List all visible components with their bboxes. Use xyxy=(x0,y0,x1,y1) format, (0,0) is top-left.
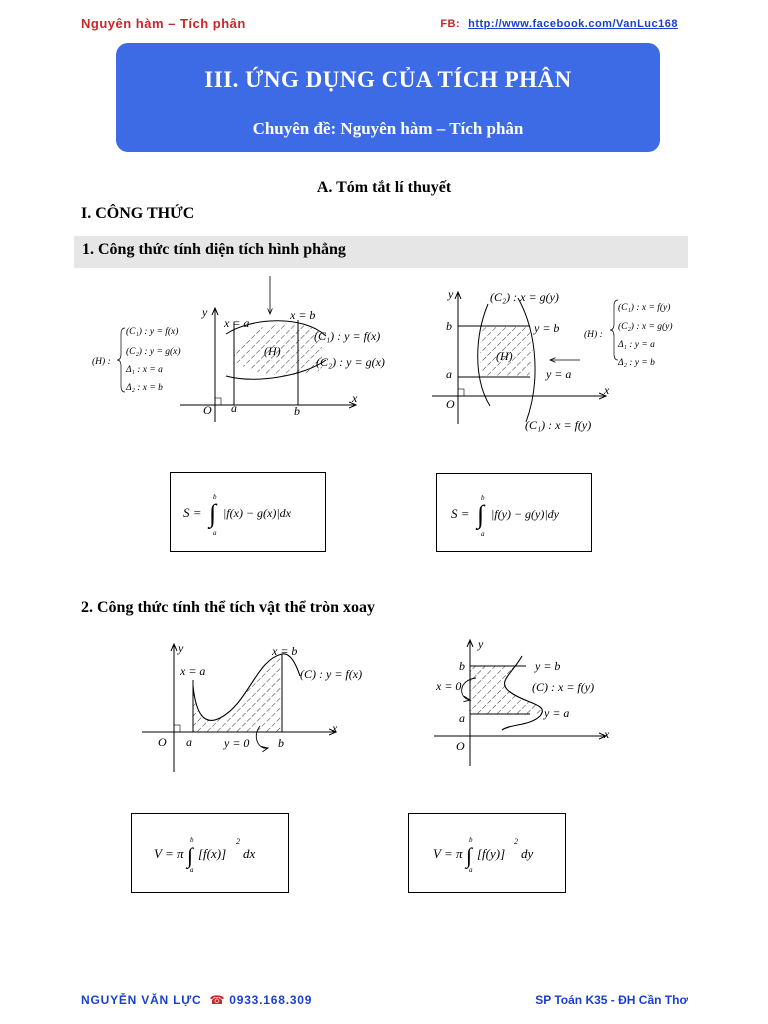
chapter-title: III. ỨNG DỤNG CỦA TÍCH PHÂN xyxy=(204,67,572,92)
axis-y-label: y xyxy=(448,287,454,301)
label-c1: (C₁) : y = f(x) xyxy=(314,329,381,343)
integrand: |f(x) − g(x)|dx xyxy=(223,506,291,520)
subsection-area-band xyxy=(74,236,688,268)
label-c2: (C₂) : y = g(x) xyxy=(316,355,385,369)
axis-x-label: x xyxy=(604,727,610,741)
lower-limit: a xyxy=(213,529,217,537)
upper-limit: b xyxy=(190,836,194,844)
integrand: [f(x)] xyxy=(198,846,227,861)
origin-label: O xyxy=(446,397,455,411)
formula-lhs: S = xyxy=(183,505,202,520)
origin-label: O xyxy=(158,735,167,749)
area-x-conditions xyxy=(92,326,181,393)
formula-area-y xyxy=(436,473,592,552)
area-y-conditions xyxy=(584,300,673,368)
formula-volume-y xyxy=(408,813,566,893)
phone-icon: ☎ xyxy=(209,993,226,1007)
cond-c2: (C₂) : y = g(x) xyxy=(126,347,181,357)
formula-area-x xyxy=(170,472,326,552)
axis-y-label: y xyxy=(478,637,484,651)
lower-limit: a xyxy=(190,866,194,874)
region-h-label: (H) : xyxy=(92,357,111,367)
axis-x-label: x xyxy=(332,721,338,735)
cond-c1: (C₁) : y = f(x) xyxy=(126,327,179,337)
lower-limit: a xyxy=(481,530,485,538)
cond-delta2: Δ₂ : y = b xyxy=(618,358,655,368)
facebook-label: FB: xyxy=(440,18,461,30)
label-x-eq-a: x = a xyxy=(224,316,250,330)
axis-x-label: x xyxy=(604,383,610,397)
label-region: (H) xyxy=(264,344,281,358)
origin-label: O xyxy=(203,403,212,417)
section-heading: I. CÔNG THỨC xyxy=(81,205,195,222)
origin-label: O xyxy=(456,739,465,753)
tick-a: a xyxy=(446,367,452,381)
cond-delta2: Δ₂ : x = b xyxy=(126,383,163,393)
label-x-eq-0: x = 0 xyxy=(436,679,462,693)
label-x-eq-b: x = b xyxy=(290,308,316,322)
axis-y-label: y xyxy=(178,641,184,655)
label-region: (H) xyxy=(496,349,513,363)
tick-b: b xyxy=(294,404,300,418)
label-y-eq-b: y = b xyxy=(534,321,560,335)
formula-lhs: S = xyxy=(451,506,470,521)
upper-limit: b xyxy=(481,494,485,502)
integrand: [f(y)] xyxy=(477,846,506,861)
differential: dx xyxy=(243,846,256,861)
label-y-eq-a: y = a xyxy=(544,706,570,720)
author-name: NGUYỄN VĂN LỰC xyxy=(81,993,202,1007)
label-c1: (C₁) : x = f(y) xyxy=(525,418,592,432)
footer-author xyxy=(81,993,312,1007)
tick-a: a xyxy=(186,735,192,749)
label-curve-c: (C) : y = f(x) xyxy=(300,667,363,681)
integrand: |f(y) − g(y)|dy xyxy=(491,507,559,521)
header-title: Nguyên hàm – Tích phân xyxy=(81,16,246,31)
tick-a: a xyxy=(231,401,237,415)
axis-x-label: x xyxy=(352,391,358,405)
footer-affiliation: SP Toán K35 - ĐH Cần Thơ xyxy=(535,993,688,1007)
lower-limit: a xyxy=(469,866,473,874)
tick-a: a xyxy=(459,711,465,725)
header-facebook xyxy=(440,18,678,30)
formula-volume-x xyxy=(131,813,289,893)
exponent: 2 xyxy=(514,837,518,846)
integral-sign: ∫ xyxy=(466,843,473,868)
integral-sign: ∫ xyxy=(187,843,194,868)
area-x-diagram xyxy=(80,272,400,432)
cond-delta1: Δ₁ : x = a xyxy=(126,365,163,375)
formula-lhs: V = π xyxy=(433,846,463,861)
exponent: 2 xyxy=(236,837,240,846)
differential: dy xyxy=(521,846,534,861)
label-x-eq-a: x = a xyxy=(180,664,206,678)
chapter-subtitle: Chuyên đề: Nguyên hàm – Tích phân xyxy=(252,119,524,138)
tick-b: b xyxy=(459,659,465,673)
phone-number: 0933.168.309 xyxy=(229,993,313,1007)
subsection-area-title: 1. Công thức tính diện tích hình phẳng xyxy=(82,241,346,258)
volume-x-diagram xyxy=(140,640,363,776)
formula-lhs: V = π xyxy=(154,846,184,861)
facebook-link[interactable]: http://www.facebook.com/VanLuc168 xyxy=(468,18,678,30)
label-y-eq-0: y = 0 xyxy=(224,736,250,750)
integral-sign: ∫ xyxy=(209,499,217,528)
volume-y-diagram xyxy=(430,632,620,772)
upper-limit: b xyxy=(469,836,473,844)
cond-c2: (C₂) : x = g(y) xyxy=(618,322,673,332)
cond-c1: (C₁) : x = f(y) xyxy=(618,303,671,313)
cond-delta1: Δ₁ : y = a xyxy=(618,340,655,350)
label-y-eq-b: y = b xyxy=(535,659,561,673)
chapter-banner xyxy=(116,43,660,152)
area-y-diagram xyxy=(430,284,730,440)
label-c2: (C₂) : x = g(y) xyxy=(490,290,559,304)
theory-heading: A. Tóm tắt lí thuyết xyxy=(316,179,452,196)
subsection-volume-title: 2. Công thức tính thể tích vật thể tròn xoay xyxy=(81,599,376,616)
region-h-label: (H) : xyxy=(584,330,603,340)
tick-b: b xyxy=(446,319,452,333)
label-curve-c: (C) : x = f(y) xyxy=(532,680,595,694)
tick-b: b xyxy=(278,736,284,750)
integral-sign: ∫ xyxy=(477,500,485,529)
label-x-eq-b: x = b xyxy=(272,644,298,658)
upper-limit: b xyxy=(213,493,217,501)
label-y-eq-a: y = a xyxy=(546,367,572,381)
axis-y-label: y xyxy=(202,305,208,319)
